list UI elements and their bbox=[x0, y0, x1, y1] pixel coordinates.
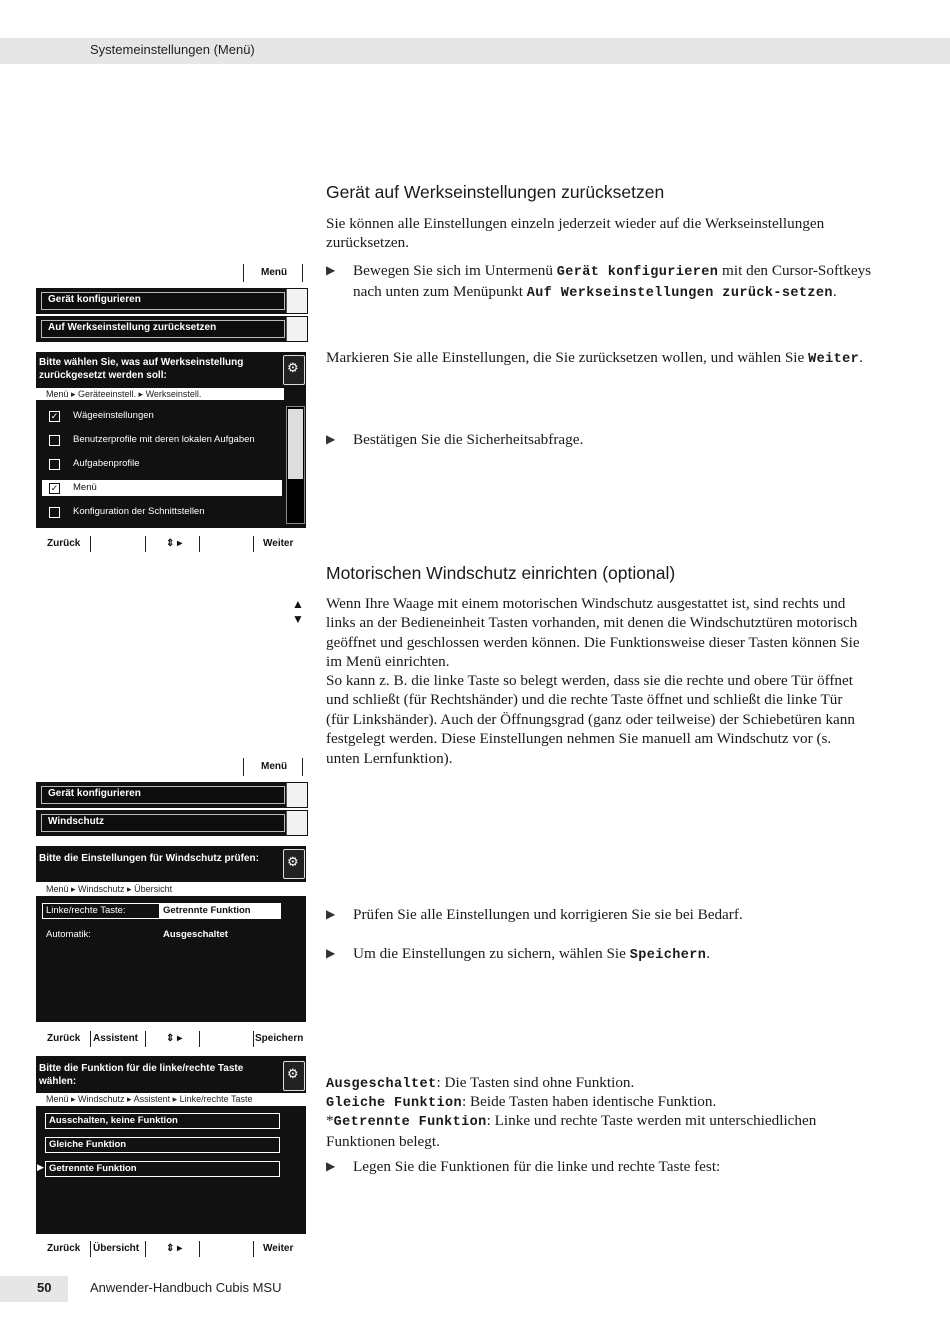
softkey-divider bbox=[145, 536, 146, 552]
section2-para1: Wenn Ihre Waage mit einem motorischen Windschutz ausgestattet ist, sind rechts und links an der Bedieneinheit Tasten vorhanden, mit denen die Windschutztüren motorisch geöffnet und geschlossen werden können. Die Funktionsweise dieser Tasten können Sie im Menü einrichten. bbox=[326, 595, 860, 671]
menu-bar-tab bbox=[286, 289, 307, 313]
softkey-divider bbox=[253, 1031, 254, 1047]
page-number: 50 bbox=[37, 1280, 52, 1295]
setting-label: Linke/rechte Taste: bbox=[46, 905, 126, 916]
scrollbar-thumb[interactable] bbox=[288, 409, 303, 479]
option-label: Konfiguration der Schnittstellen bbox=[73, 506, 205, 517]
screen-title: Bitte die Einstellungen für Windschutz prüfen: bbox=[39, 853, 259, 864]
back-softkey[interactable]: Zurück bbox=[47, 1243, 81, 1254]
uebersicht-softkey[interactable]: Übersicht bbox=[93, 1243, 140, 1254]
menu-softkey[interactable]: Menü bbox=[261, 267, 288, 278]
breadcrumb: Menü ▸ Windschutz ▸ Übersicht bbox=[46, 884, 173, 894]
scrollbar[interactable] bbox=[286, 406, 305, 524]
cursor-softkey[interactable]: ⇕ ▸ bbox=[166, 1243, 183, 1254]
breadcrumb: Menü ▸ Windschutz ▸ Assistent ▸ Linke/rechte Taste bbox=[46, 1094, 253, 1104]
opt3-text: : Linke und rechte Taste werden mit unterschiedlichen Funktionen belegt. bbox=[326, 1112, 817, 1151]
option-label: Wägeeinstellungen bbox=[73, 410, 154, 421]
footer-title: Anwender-Handbuch Cubis MSU bbox=[90, 1280, 282, 1295]
para2-text-b: . bbox=[859, 349, 863, 366]
section2-step1 bbox=[326, 905, 893, 924]
bullet-arrow-icon: ▶ bbox=[326, 907, 336, 922]
up-down-icon: ▲ ▼ bbox=[292, 597, 304, 626]
softkey-divider bbox=[243, 264, 244, 282]
option-label: Aufgabenprofile bbox=[73, 458, 140, 469]
setting-value: Getrennte Funktion bbox=[163, 905, 251, 916]
softkey-divider bbox=[145, 1031, 146, 1047]
menu-bar-geraet-konfigurieren[interactable] bbox=[36, 782, 308, 808]
softkey-divider bbox=[199, 1031, 200, 1047]
section1-step2 bbox=[326, 430, 893, 449]
step2-text: Bestätigen Sie die Sicherheitsabfrage. bbox=[353, 430, 584, 448]
softkey-divider bbox=[90, 1031, 91, 1047]
cursor-softkey[interactable]: ⇕ ▸ bbox=[166, 1033, 183, 1044]
softkey-divider bbox=[145, 1241, 146, 1257]
cursor-softkey[interactable]: ⇕ ▸ bbox=[166, 538, 183, 549]
option-label: Menü bbox=[73, 482, 97, 493]
menu-bar-label: Gerät konfigurieren bbox=[48, 788, 141, 799]
s2-step2-text-a: Um die Einstellungen zu sichern, wählen Sie bbox=[353, 944, 630, 962]
wrench-icon: ⚙ bbox=[283, 849, 305, 879]
step1-text-b: mit den Cursor-Softkeys nach unten zum Menüpunkt bbox=[353, 262, 872, 301]
header-title: Systemeinstellungen (Menü) bbox=[90, 42, 255, 57]
option-getrennte-funktion[interactable]: Getrennte Funktion bbox=[45, 1161, 280, 1177]
opt2-code: Gleiche Funktion bbox=[326, 1096, 463, 1111]
bullet-arrow-icon: ▶ bbox=[326, 431, 336, 446]
menu-bar-tab bbox=[286, 783, 307, 807]
wrench-icon: ⚙ bbox=[283, 355, 305, 385]
s2-step2-code: Speichern bbox=[629, 947, 707, 963]
bullet-arrow-icon: ▶ bbox=[326, 945, 336, 960]
screen-windschutz-uebersicht bbox=[36, 846, 306, 1022]
bullet-arrow-icon: ▶ bbox=[326, 263, 336, 277]
menu-bar-tab bbox=[286, 317, 307, 341]
step1-text-c: . bbox=[832, 283, 837, 301]
menu-bar-label: Gerät konfigurieren bbox=[48, 294, 141, 305]
opt1-text: : Die Tasten sind ohne Funktion. bbox=[436, 1074, 635, 1091]
option-label: Benutzerprofile mit deren lokalen Aufgaben bbox=[73, 434, 255, 445]
menu-bar-werkseinstellung[interactable] bbox=[36, 316, 308, 342]
step1-code-1: Gerät konfigurieren bbox=[556, 265, 719, 280]
opt3-prefix: * bbox=[326, 1112, 334, 1129]
opt1-code: Ausgeschaltet bbox=[326, 1077, 437, 1092]
option-getrennte-funktion bbox=[326, 1111, 866, 1152]
menu-bar-label: Windschutz bbox=[48, 816, 105, 827]
opt2-text: : Beide Tasten haben identische Funktion. bbox=[462, 1093, 717, 1110]
opt3-code: Getrennte Funktion bbox=[333, 1115, 487, 1130]
bullet-arrow-icon: ▶ bbox=[326, 1159, 336, 1174]
option-ausschalten[interactable]: Ausschalten, keine Funktion bbox=[45, 1113, 280, 1129]
softkey-divider bbox=[199, 536, 200, 552]
softkey-divider bbox=[199, 1241, 200, 1257]
s2-step1-text: Prüfen Sie alle Einstellungen und korrigieren Sie sie bei Bedarf. bbox=[353, 906, 743, 924]
checkbox-checked[interactable]: ✓ bbox=[50, 483, 59, 493]
section2-para2: So kann z. B. die linke Taste so belegt werden, dass sie die rechte und obere Tür öffnet und schließt (für Rechtshänder) und die rechte Taste öffnet und schließt die linke Tür (für Linkshänder). Auch der Öffnungsgrad (ganz oder teilweise) der Schiebetüren kann festgelegt werden. Diese Einstellungen nehmen Sie manuell am Windschutz vor (s. unten Lernfunktion). bbox=[326, 672, 855, 767]
menu-bar-windschutz[interactable] bbox=[36, 810, 308, 836]
option-gleiche-funktion[interactable]: Gleiche Funktion bbox=[45, 1137, 280, 1153]
softkey-divider bbox=[253, 1241, 254, 1257]
softkey-divider bbox=[243, 758, 244, 776]
softkey-divider bbox=[253, 536, 254, 552]
checkbox[interactable] bbox=[49, 435, 60, 446]
para2-code: Weiter bbox=[808, 352, 860, 367]
menu-bar-tab bbox=[286, 811, 307, 835]
softkey-divider bbox=[90, 536, 91, 552]
weiter-softkey[interactable]: Weiter bbox=[263, 1243, 294, 1254]
softkey-divider bbox=[302, 758, 303, 776]
para2-text-a: Markieren Sie alle Einstellungen, die Sie zurücksetzen wollen, und wählen Sie bbox=[326, 349, 809, 366]
section1-para2 bbox=[326, 348, 866, 369]
wrench-icon: ⚙ bbox=[283, 1061, 305, 1091]
back-softkey[interactable]: Zurück bbox=[47, 1033, 81, 1044]
checkbox-checked[interactable]: ✓ bbox=[50, 411, 59, 421]
assistent-softkey[interactable]: Assistent bbox=[93, 1033, 139, 1044]
section2-step3 bbox=[326, 1157, 893, 1176]
setting-label: Automatik: bbox=[46, 929, 91, 940]
weiter-softkey[interactable]: Weiter bbox=[263, 538, 294, 549]
menu-softkey[interactable]: Menü bbox=[261, 761, 288, 772]
screen-linke-rechte-taste bbox=[36, 1056, 306, 1234]
step1-code-2: Auf Werkseinstellungen zurück-setzen bbox=[526, 286, 833, 302]
breadcrumb: Menü ▸ Geräteeinstell. ▸ Werkseinstell. bbox=[46, 389, 202, 399]
menu-bar-label: Auf Werkseinstellung zurücksetzen bbox=[48, 322, 217, 333]
checkbox[interactable] bbox=[49, 507, 60, 518]
menu-bar-geraet-konfigurieren[interactable] bbox=[36, 288, 308, 314]
section1-intro: Sie können alle Einstellungen einzeln jederzeit wieder auf die Werkseinstellungen zurücksetzen. bbox=[326, 215, 825, 252]
softkey-divider bbox=[90, 1241, 91, 1257]
section1-step1 bbox=[326, 261, 893, 304]
screen-title: Bitte wählen Sie, was auf Werkseinstellung zurückgesetzt werden soll: bbox=[39, 357, 244, 381]
section2-heading: Motorischen Windschutz einrichten (optional) bbox=[326, 563, 676, 583]
back-softkey[interactable]: Zurück bbox=[47, 538, 81, 549]
setting-value: Ausgeschaltet bbox=[163, 929, 228, 940]
checkbox[interactable] bbox=[49, 459, 60, 470]
screen-title: Bitte die Funktion für die linke/rechte Taste wählen: bbox=[39, 1063, 244, 1087]
softkey-divider bbox=[302, 264, 303, 282]
s2-step2-text-b: . bbox=[706, 944, 710, 962]
page-number-box bbox=[0, 1276, 68, 1302]
section1-heading: Gerät auf Werkseinstellungen zurücksetzen bbox=[326, 182, 665, 202]
s2-step3-text: Legen Sie die Funktionen für die linke und rechte Taste fest: bbox=[353, 1158, 721, 1176]
section2-step2 bbox=[326, 944, 893, 965]
screen-werkseinstellung bbox=[36, 352, 306, 528]
selection-marker-icon: ▶ bbox=[37, 1162, 44, 1172]
speichern-softkey[interactable]: Speichern bbox=[255, 1033, 304, 1044]
step1-text-a: Bewegen Sie sich im Untermenü bbox=[353, 262, 557, 279]
